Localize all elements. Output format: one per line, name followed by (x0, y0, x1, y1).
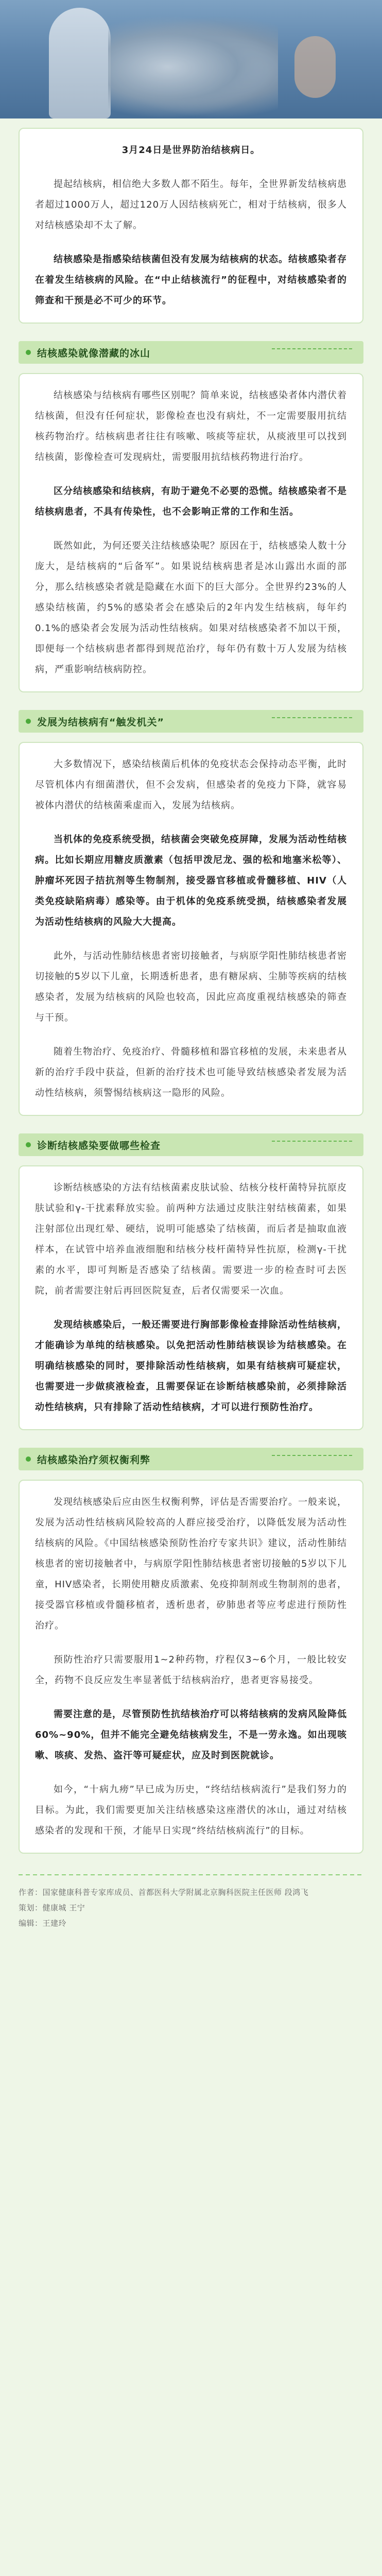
section-heading (19, 1448, 363, 1470)
section-paragraph: 此外，与活动性肺结核患者密切接触者，与病原学阳性肺结核患者密切接触的5岁以下儿童，长期透析患者，患有糖尿病、尘肺等疾病的结核感染者，发展为结核病的风险也较高，因此应高度重视结核感染的筛查与干预。 (35, 951, 347, 1023)
hero-image (0, 0, 382, 118)
section-card (19, 373, 363, 692)
section-paragraph: 诊断结核感染的方法有结核菌素皮肤试验、结核分枝杆菌特异抗原皮肤试验和γ-干扰素释放实验。前两种方法通过皮肤注射结核菌素，如果注射部位出现红晕、硬结，说明可能感染了结核菌，而后者是抽取血液样本，在试管中培养血液细胞和结核分枝杆菌特异性抗原，检测γ-干扰素的水平，即可判断是否感染了结核菌。需要进一步的检查时可去医院，前者需要注射后再回医院复查，后者仅需要采一次血。 (35, 1182, 347, 1296)
dashed-decoration (272, 348, 354, 349)
section-paragraph: 随着生物治疗、免疫治疗、骨髓移植和器官移植的发展，未来患者从新的治疗手段中获益，但新的治疗技术也可能导致结核感染者发展为活动性结核病，须警惕结核病这一隐形的风险。 (35, 1046, 347, 1098)
section-paragraph: 如今，“十病九痨”早已成为历史，“终结结核病流行”是我们努力的目标。为此，我们需要更加关注结核感染这座潜伏的冰山，通过对结核感染者的发现和干预，才能早日实现“终结结核病流行”的目标。 (35, 1784, 347, 1836)
dashed-decoration (272, 1455, 354, 1456)
section-paragraph: 当机体的免疫系统受损，结核菌会突破免疫屏障，发展为活动性结核病。比如长期应用糖皮质激素（包括甲泼尼龙、强的松和地塞米松等）、肿瘤坏死因子拮抗剂等生物制剂，接受器官移植或骨髓移植、HIV（人类免疫缺陷病毒）感染等。由于机体的免疫系统受损，结核感染者发展为活动性结核病的风险大大提高。 (35, 834, 347, 927)
section-paragraph: 既然如此，为何还要关注结核感染呢？原因在于，结核感染人数十分庞大，是结核病的“后备军”。如果说结核病患者是冰山露出水面的部分，那么结核感染者就是隐藏在水面下的巨大部分。全世界约23%的人感染结核菌，约5%的感染者会在感染后的2年内发生结核病，每年约0.1%的感染者会发展为活动性结核病。如果对结核感染者不加以干预，即便每一个结核病患者都得到规范治疗，每年仍有数十万人发展为结核病，严重影响结核病防控。 (35, 540, 347, 675)
section-paragraph: 发现结核感染后应由医生权衡利弊，评估是否需要治疗。一般来说，发展为活动性结核病风险较高的人群应接受治疗，以降低发展为活动性结核病的风险。《中国结核感染预防性治疗专家共识》建议，活动性肺结核患者的密切接触者中，与病原学阳性肺结核患者密切接触的5岁以下儿童，HIV感染者，长期使用糖皮质激素、免疫抑制剂或生物制剂的患者，接受器官移植或骨髓移植者，透析患者，矽肺患者等应考虑进行预防性治疗。 (35, 1497, 347, 1631)
bullet-icon (26, 1142, 31, 1147)
bullet-icon (26, 1456, 31, 1462)
hand-figure (294, 36, 336, 98)
section-title: 诊断结核感染要做哪些检查 (37, 1140, 161, 1151)
date-line: 3月24日是世界防治结核病日。 (121, 145, 261, 156)
credit-author: 作者：国家健康科普专家库成员、首都医科大学附属北京胸科医院主任医师 段鸿飞 (19, 1888, 309, 1897)
section-paragraph: 区分结核感染和结核病，有助于避免不必要的恐慌。结核感染者不是结核病患者，不具有传染性，也不会影响正常的工作和生活。 (35, 486, 347, 517)
section-card (19, 742, 363, 1116)
section-card (19, 1480, 363, 1854)
bullet-icon (26, 350, 31, 355)
dashed-decoration (272, 717, 354, 718)
section-card (19, 1165, 363, 1430)
section-heading (19, 1133, 363, 1156)
section-paragraph: 发现结核感染后，一般还需要进行胸部影像检查排除活动性结核病，才能确诊为单纯的结核感染。以免把活动性肺结核误诊为结核感染。在明确结核感染的同时，要排除活动性结核病，如果有结核病可疑症状，也需要进一步做痰液检查，且需要保证在诊断结核感染前，必须排除活动性结核病，只有排除了活动性结核病，才可以进行预防性治疗。 (35, 1319, 347, 1413)
section-title: 发展为结核病有“触发机关” (37, 716, 164, 728)
credit-planner: 策划：健康城 王宁 (19, 1903, 85, 1912)
section-heading (19, 341, 363, 364)
section-title: 结核感染治疗须权衡利弊 (37, 1454, 151, 1466)
chest-xray-doctor-image (108, 15, 278, 118)
section-title: 结核感染就像潜藏的冰山 (37, 347, 151, 359)
section-paragraph: 结核感染与结核病有哪些区别呢？简单来说，结核感染者体内潜伏着结核菌，但没有任何症状，影像检查也没有病灶，不一定需要服用抗结核药物治疗。结核病患者往往有咳嗽、咳痰等症状，从痰液里可以找到结核菌，影像检查可发现病灶，需要服用抗结核药物进行治疗。 (35, 390, 347, 463)
credit-editor: 编辑：王建玲 (19, 1919, 67, 1928)
dashed-decoration (272, 1141, 354, 1142)
intro-card (19, 128, 363, 324)
credits (19, 1885, 363, 1931)
section-paragraph: 预防性治疗只需要服用1~2种药物，疗程仅3~6个月，一般比较安全，药物不良反应发生率显著低于结核病治疗，患者更容易接受。 (35, 1654, 347, 1686)
intro-paragraph: 提起结核病，相信绝大多数人都不陌生。每年，全世界新发结核病患者超过1000万人，超过120万人因结核病死亡，相对于结核病，很多人对结核感染却不太了解。 (35, 179, 347, 231)
doctor-figure (49, 8, 111, 118)
section-paragraph: 大多数情况下，感染结核菌后机体的免疫状态会保持动态平衡，此时尽管机体内有细菌潜伏，但不会发病，但感染者的免疫力下降，就容易被体内潜伏的结核菌乘虚而入，发展为结核病。 (35, 759, 347, 811)
intro-paragraph: 结核感染是指感染结核菌但没有发展为结核病的状态。结核感染者存在着发生结核病的风险。在“中止结核流行”的征程中，对结核感染者的筛查和干预是必不可少的环节。 (35, 254, 347, 306)
bullet-icon (26, 719, 31, 724)
footer-divider (19, 1874, 363, 1875)
section-paragraph: 需要注意的是，尽管预防性抗结核治疗可以将结核病的发病风险降低60%~90%，但并不能完全避免结核病发生，不是一劳永逸。如出现咳嗽、咳痰、发热、盗汗等可疑症状，应及时到医院就诊。 (35, 1709, 347, 1761)
section-heading (19, 710, 363, 733)
